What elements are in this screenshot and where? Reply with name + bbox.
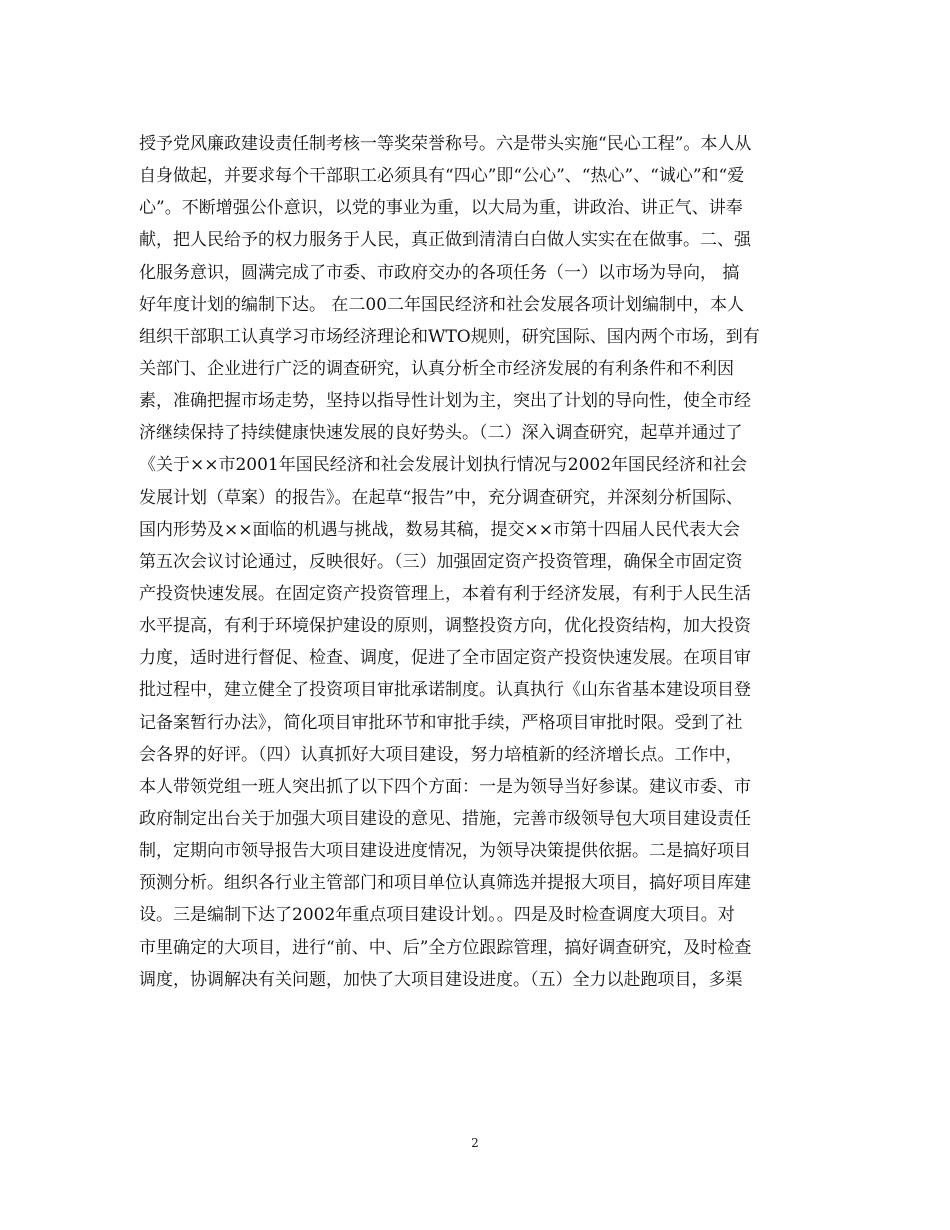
text-line: 市里确定的大项目，进行“前、中、后”全方位跟踪管理，搞好调查研究，及时检查 — [139, 937, 752, 958]
text-line: 制，定期向市领导报告大项目建设进度情况，为领导决策提供依据。二是搞好项目 — [139, 841, 751, 862]
text-line: 化服务意识，圆满完成了市委、市政府交办的各项任务（一）以市场为导向， 搞 — [139, 262, 740, 283]
text-line: 好年度计划的编制下达。 在二00二年国民经济和社会发展各项计划编制中，本人 — [139, 294, 745, 315]
text-line: 发展计划（草案）的报告》。在起草“报告”中，充分调查研究，并深刻分析国际、 — [139, 487, 743, 508]
text-line: 国内形势及××面临的机遇与挑战，数易其稿，提交××市第十四届人民代表大会 — [139, 519, 740, 540]
text-line: 心”。不断增强公仆意识，以党的事业为重，以大局为重，讲政治、讲正气、讲奉 — [139, 198, 743, 219]
text-line: 组织干部职工认真学习市场经济理论和WTO规则，研究国际、国内两个市场，到有 — [139, 326, 760, 347]
text-line: 政府制定出台关于加强大项目建设的意见、措施，完善市级领导包大项目建设责任 — [139, 808, 751, 829]
text-line: 记备案暂行办法》，简化项目审批环节和审批手续，严格项目审批时限。受到了社 — [139, 712, 743, 733]
text-line: 会各界的好评。（四）认真抓好大项目建设，努力培植新的经济增长点。工作中， — [139, 744, 743, 765]
text-line: 济继续保持了持续健康快速发展的良好势头。（二）深入调查研究，起草并通过了 — [139, 423, 743, 444]
text-line: 授予党风廉政建设责任制考核一等奖荣誉称号。六是带头实施“民心工程”。本人从 — [139, 134, 752, 154]
text-line: 本人带领党组一班人突出抓了以下四个方面：一是为领导当好参谋。建议市委、市 — [139, 776, 751, 797]
text-line: 设。三是编制下达了2002年重点项目建设计划。。四是及时检查调度大项目。对 — [139, 905, 735, 926]
text-line: 关部门、企业进行广泛的调查研究，认真分析全市经济发展的有利条件和不利因 — [139, 358, 734, 379]
text-line: 第五次会议讨论通过，反映很好。（三）加强固定资产投资管理，确保全市固定资 — [139, 551, 743, 572]
body-text — [139, 128, 819, 996]
text-line: 水平提高，有利于环境保护建设的原则，调整投资方向，优化投资结构，加大投资 — [139, 616, 751, 637]
text-line: 献，把人民给予的权力服务于人民，真正做到清清白白做人实实在在做事。二、强 — [139, 230, 751, 251]
text-line: 素，准确把握市场走势，坚持以指导性计划为主，突出了计划的导向性，使全市经 — [139, 391, 751, 412]
text-line: 预测分析。组织各行业主管部门和项目单位认真筛选并提报大项目，搞好项目库建 — [139, 873, 751, 894]
text-line: 力度，适时进行督促、检查、调度，促进了全市固定资产投资快速发展。在项目审 — [139, 648, 751, 669]
text-line: 《关于××市2001年国民经济和社会发展计划执行情况与2002年国民经济和社会 — [139, 455, 748, 476]
text-line: 调度，协调解决有关问题，加快了大项目建设进度。（五）全力以赴跑项目，多渠 — [139, 969, 743, 990]
text-line: 自身做起，并要求每个干部职工必须具有“四心”即“公心”、“热心”、“诚心”和“爱 — [139, 166, 745, 187]
text-line: 产投资快速发展。在固定资产投资管理上，本着有利于经济发展，有利于人民生活 — [139, 583, 751, 604]
page-number: 2 — [471, 1136, 479, 1150]
text-line: 批过程中，建立健全了投资项目审批承诺制度。认真执行《山东省基本建设项目登 — [139, 680, 751, 701]
